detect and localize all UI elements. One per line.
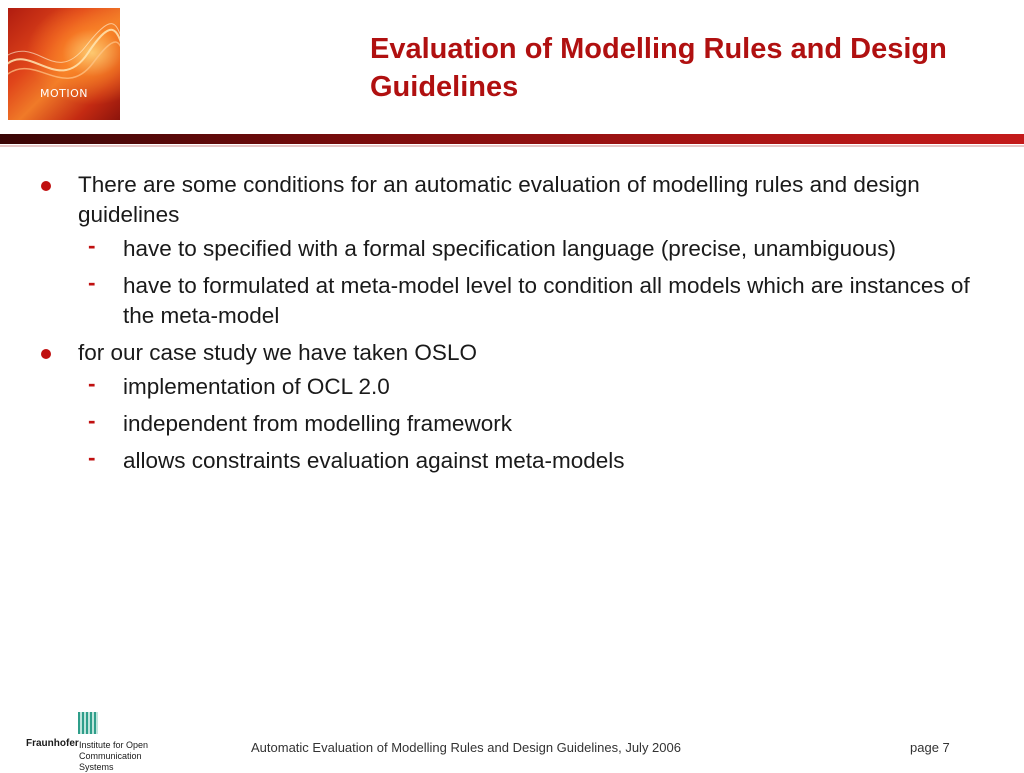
fraunhofer-name: Fraunhofer: [26, 738, 79, 749]
page-number: page 7: [910, 740, 950, 755]
sub-bullet-list: [78, 372, 978, 476]
sub-bullet-item: [78, 372, 978, 402]
sub-bullet-item: [78, 409, 978, 439]
sub-bullet-item: [78, 446, 978, 476]
sub-bullet-text: have to formulated at meta-model level to condition all models which are instances of the meta-model: [123, 273, 970, 328]
motion-logo: [8, 8, 120, 120]
dash-icon: -: [88, 408, 96, 433]
sub-bullet-text: implementation of OCL 2.0: [123, 374, 390, 399]
bullet-item: [38, 338, 978, 476]
dash-icon: -: [88, 233, 96, 258]
sub-bullet-item: [78, 271, 978, 331]
sub-bullet-item: [78, 234, 978, 264]
sub-bullet-text: independent from modelling framework: [123, 411, 512, 436]
bullet-item: [38, 170, 978, 331]
sub-bullet-list: [78, 234, 978, 331]
bullet-dot-icon: [41, 181, 51, 191]
dash-icon: -: [88, 371, 96, 396]
fokus-mark-icon: [78, 712, 98, 734]
footer-text: Automatic Evaluation of Modelling Rules and Design Guidelines, July 2006: [251, 740, 681, 755]
bullet-text: for our case study we have taken OSLO: [78, 340, 477, 365]
institute-line-2: Communication Systems: [79, 751, 142, 772]
logo-text: MOTION: [40, 87, 88, 100]
title-divider-shadow: [0, 145, 1024, 147]
motion-logo-swirl: [8, 8, 120, 120]
sub-bullet-text: have to specified with a formal specification language (precise, unambiguous): [123, 236, 896, 261]
dash-icon: -: [88, 445, 96, 470]
sub-bullet-text: allows constraints evaluation against meta-models: [123, 448, 625, 473]
bullet-dot-icon: [41, 349, 51, 359]
bullet-text: There are some conditions for an automatic evaluation of modelling rules and design guidelines: [78, 172, 920, 227]
slide-title: Evaluation of Modelling Rules and Design Guidelines: [370, 33, 947, 103]
fraunhofer-logo: [26, 712, 176, 772]
institute-line-1: Institute for Open: [79, 740, 149, 750]
dash-icon: -: [88, 270, 96, 295]
institute-name: [79, 740, 176, 773]
bullet-list: [38, 170, 978, 483]
title-divider: [0, 134, 1024, 144]
